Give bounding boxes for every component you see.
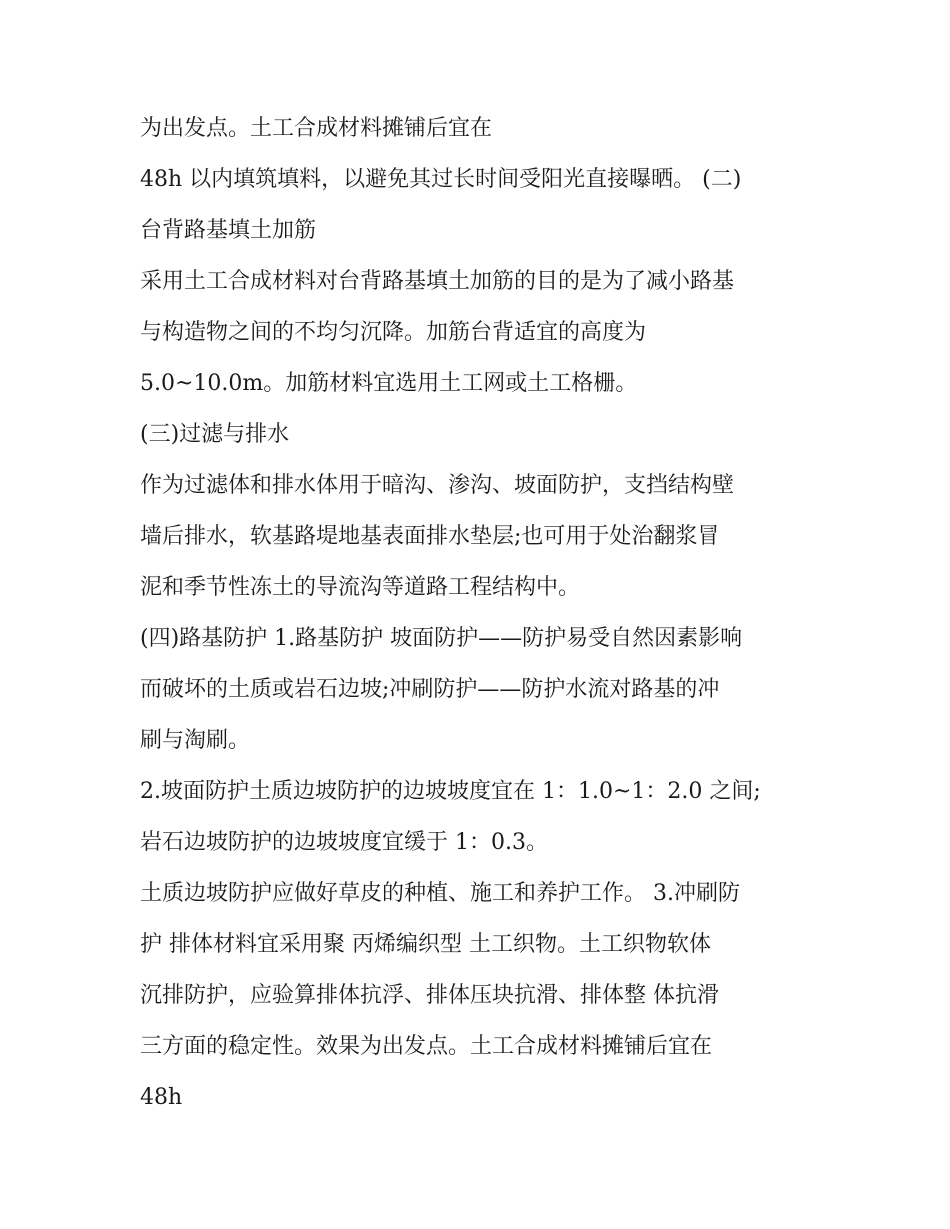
text-line: 泥和季节性冻土的导流沟等道路工程结构中。: [140, 575, 581, 600]
text-line: 为出发点。土工合成材料摊铺后宜在: [140, 116, 493, 141]
text-line: 48h: [140, 1085, 183, 1110]
text-line: 与构造物之间的不均匀沉降。加筋台背适宜的高度为: [140, 320, 647, 345]
text-line: 48h 以内填筑填料，以避免其过长时间受阳光直接曝晒。 (二): [140, 167, 742, 192]
text-line: 墙后排水，软基路堤地基表面排水垫层;也可用于处治翻浆冒: [140, 524, 720, 549]
text-line: 岩石边坡防护的边坡坡度宜缓于 1：0.3。: [140, 830, 548, 855]
text-line: (四)路基防护 1.路基防护 坡面防护——防护易受自然因素影响: [140, 626, 743, 651]
text-body: [140, 109, 830, 1129]
text-line: 刷与淘刷。: [140, 728, 251, 753]
text-line: 作为过滤体和排水体用于暗沟、渗沟、坡面防护，支挡结构壁: [140, 473, 735, 498]
text-line: 采用土工合成材料对台背路基填土加筋的目的是为了减小路基: [140, 269, 735, 294]
text-line: 而破坏的土质或岩石边坡;冲刷防护——防护水流对路基的冲: [140, 677, 720, 702]
text-line: 5.0~10.0m。加筋材料宜选用土工网或土工格栅。: [140, 371, 638, 396]
text-line: 护 排体材料宜采用聚 丙烯编织型 土工织物。土工织物软体: [140, 932, 711, 957]
text-line: 三方面的稳定性。效果为出发点。土工合成材料摊铺后宜在: [140, 1034, 713, 1059]
text-line: 土质边坡防护应做好草皮的种植、施工和养护工作。 3.冲刷防: [140, 881, 740, 906]
text-line: 2.坡面防护土质边坡防护的边坡坡度宜在 1：1.0~1：2.0 之间;: [140, 779, 761, 804]
text-line: 台背路基填土加筋: [140, 218, 317, 243]
text-line: (三)过滤与排水: [140, 422, 290, 447]
text-line: 沉排防护，应验算排体抗浮、排体压块抗滑、排体整 体抗滑: [140, 983, 719, 1008]
